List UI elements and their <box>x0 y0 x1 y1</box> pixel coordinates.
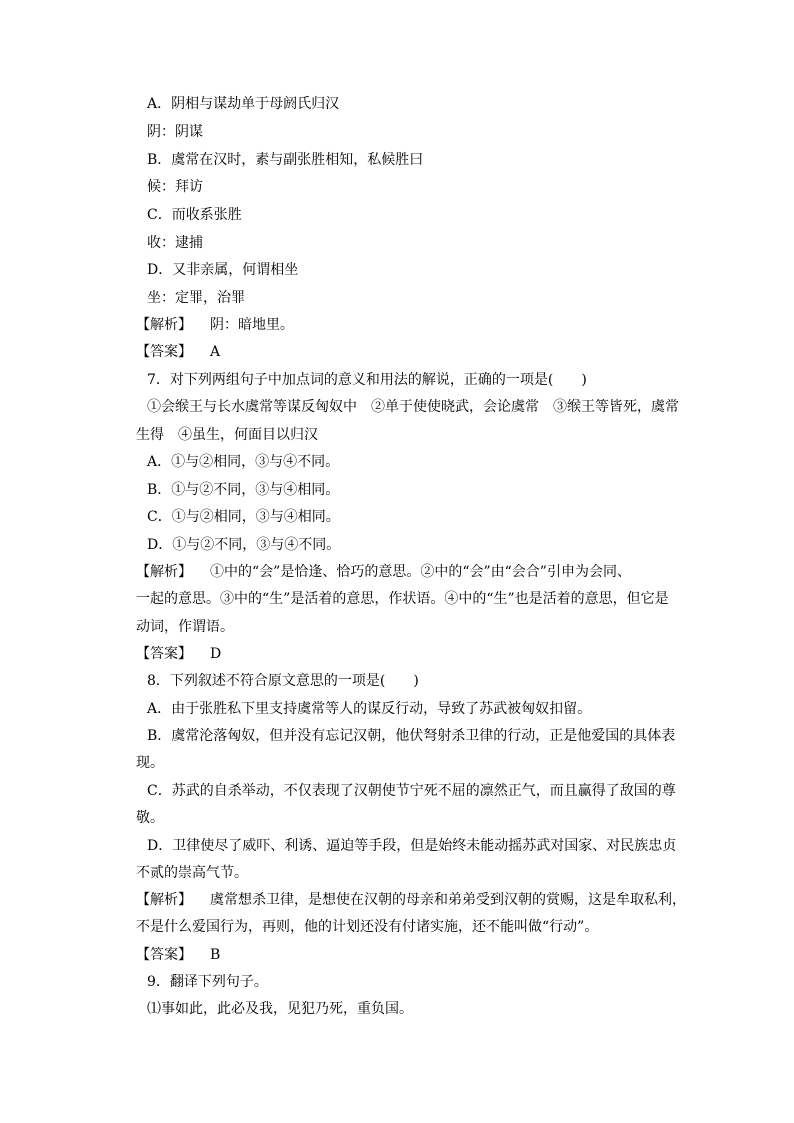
q7-option-b: B．①与②不同，③与④相同。 <box>147 482 340 498</box>
question-9: 9．翻译下列句子。 <box>147 974 268 990</box>
q8-option-d-cont: 不贰的崇高气节。 <box>136 865 248 881</box>
q8-option-c: C．苏武的自杀举动，不仅表现了汉朝使节宁死不屈的凛然正气，而且赢得了敌国的尊 <box>147 783 676 799</box>
answer-label: 【答案】 <box>136 344 192 360</box>
analysis-text: ①中的“会”是恰逢、恰巧的意思。②中的“会”由“会合”引申为会同、 <box>210 564 631 580</box>
answer-label: 【答案】 <box>136 947 192 963</box>
option-a-explanation: 阴：阴谋 <box>147 124 203 140</box>
q9-item-1: ⑴事如此，此必及我，见犯乃死，重负国。 <box>147 1001 413 1017</box>
q8-option-b: B．虞常沦落匈奴，但并没有忘记汉朝，他伏弩射杀卫律的行动，正是他爱国的具体表 <box>147 728 676 744</box>
analysis-label: 【解析】 <box>136 317 192 333</box>
option-c-explanation: 收：逮捕 <box>147 235 203 251</box>
option-b: B．虞常在汉时，素与副张胜相知，私候胜曰 <box>147 152 424 168</box>
question-7-sentences-cont: 生得 ④虽生，何面目以归汉 <box>136 427 318 443</box>
q7-option-c: C．①与②相同，③与④相同。 <box>147 509 340 525</box>
q7-analysis-line <box>136 562 631 582</box>
question-8: 8．下列叙述不符合原文意思的一项是( ) <box>147 673 419 689</box>
answer-text: A <box>210 344 221 360</box>
answer-line <box>136 342 220 362</box>
q8-analysis-cont: 不是什么爱国行为，再则，他的计划还没有付诸实施，还不能叫做“行动”。 <box>136 919 599 935</box>
answer-label: 【答案】 <box>136 646 192 662</box>
analysis-text: 阴：暗地里。 <box>210 317 294 333</box>
question-7-sentences: ①会缑王与长水虞常等谋反匈奴中 ②单于使使晓武，会论虞常 ③缑王等皆死，虞常 <box>147 399 679 415</box>
analysis-label: 【解析】 <box>136 564 192 580</box>
analysis-label: 【解析】 <box>136 892 192 908</box>
q7-option-d: D．①与②不同，③与④不同。 <box>147 537 341 553</box>
q8-analysis-line <box>136 890 686 910</box>
q8-option-a: A．由于张胜私下里支持虞常等人的谋反行动，导致了苏武被匈奴扣留。 <box>147 701 592 717</box>
answer-text: D <box>210 646 222 662</box>
q7-answer-line <box>136 644 221 664</box>
option-c: C．而收系张胜 <box>147 207 242 223</box>
option-a: A．阴相与谋劫单于母阏氏归汉 <box>147 96 340 112</box>
option-d-explanation: 坐：定罪，治罪 <box>147 290 245 306</box>
q8-option-b-cont: 现。 <box>136 755 164 771</box>
answer-text: B <box>210 947 221 963</box>
q7-analysis-cont: 一起的意思。③中的“生”是活着的意思，作状语。④中的“生”也是活着的意思，但它是 <box>136 591 669 607</box>
option-b-explanation: 候：拜访 <box>147 179 203 195</box>
analysis-text: 虞常想杀卫律，是想使在汉朝的母亲和弟弟受到汉朝的赏赐，这是牟取私利， <box>210 892 686 908</box>
option-d: D．又非亲属，何谓相坐 <box>147 262 299 278</box>
q8-answer-line <box>136 945 220 965</box>
q7-option-a: A．①与②相同，③与④不同。 <box>147 454 340 470</box>
question-7: 7．对下列两组句子中加点词的意义和用法的解说，正确的一项是( ) <box>147 372 587 388</box>
q8-option-d: D．卫律使尽了威吓、利诱、逼迫等手段，但是始终未能动摇苏武对国家、对民族忠贞 <box>147 838 677 854</box>
q8-option-c-cont: 敬。 <box>136 810 164 826</box>
q7-analysis-cont2: 动词，作谓语。 <box>136 619 234 635</box>
analysis-line <box>136 315 294 335</box>
